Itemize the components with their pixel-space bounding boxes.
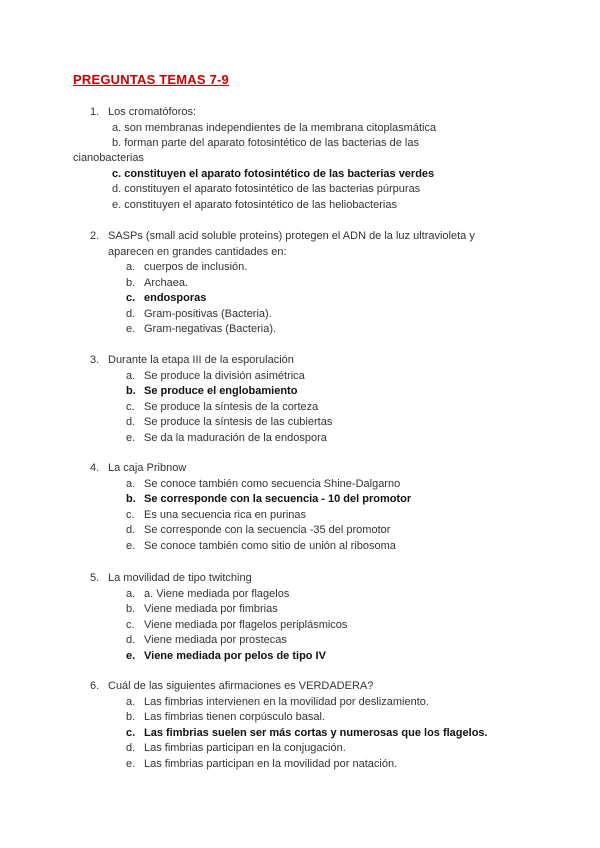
option-b-correct: b. Se corresponde con la secuencia - 10 del promotor xyxy=(126,493,412,505)
question-text: Durante la etapa III de la esporulación xyxy=(108,354,294,366)
option-c-correct: c. endosporas xyxy=(126,292,207,304)
option-c: c. Se produce la síntesis de la corteza xyxy=(126,400,319,413)
option-a: a. Se conoce también como secuencia Shine-Dalgarno xyxy=(126,477,401,490)
option-c: c. Viene mediada por flagelos periplásmicos xyxy=(126,618,348,631)
question-3 xyxy=(90,353,332,446)
question-number: 1. xyxy=(90,106,100,118)
question-text: SASPs (small acid soluble proteins) protegen el ADN de la luz ultravioleta y xyxy=(108,230,475,242)
question-number: 5. xyxy=(90,572,100,584)
option-a: a. cuerpos de inclusión. xyxy=(126,261,248,273)
question-1 xyxy=(90,105,196,121)
question-text: Los cromatóforos: xyxy=(108,106,197,118)
option-b: b. Las fimbrias tienen corpúsculo basal. xyxy=(126,711,325,723)
page-title: PREGUNTAS TEMAS 7-9 xyxy=(73,72,229,87)
option-e: e. Las fimbrias participan en la movilidad por natación. xyxy=(126,757,398,770)
question-text-continued: aparecen en grandes cantidades en: xyxy=(108,245,287,258)
option-e-correct: e. Viene mediada por pelos de tipo IV xyxy=(126,649,326,662)
option-b: b. Archaea. xyxy=(126,276,189,289)
q1-option-e: e. constituyen el aparato fotosintético de las heliobacterias xyxy=(112,199,397,211)
question-text: La caja Pribnow xyxy=(108,462,187,474)
q1-option-d: d. constituyen el aparato fotosintético de las bacterias púrpuras xyxy=(112,183,421,195)
option-e: e. Gram-negativas (Bacteria). xyxy=(126,323,277,335)
q1-option-b: b. forman parte del aparato fotosintético de las bacterias de las xyxy=(112,137,419,149)
option-a: a. a. Viene mediada por flagelos xyxy=(126,587,290,600)
option-e: e. Se da la maduración de la endospora xyxy=(126,431,327,444)
option-c: c. Es una secuencia rica en purinas xyxy=(126,508,307,521)
question-5 xyxy=(90,571,347,664)
question-6 xyxy=(90,679,488,772)
question-number: 2. xyxy=(90,230,100,242)
question-text: La movilidad de tipo twitching xyxy=(108,572,252,584)
option-d: d. Se produce la síntesis de las cubiertas xyxy=(126,416,333,428)
question-number: 6. xyxy=(90,680,100,692)
option-d: d. Viene mediada por prostecas xyxy=(126,634,287,646)
q1-option-c: c. constituyen el aparato fotosintético de las bacterias verdes xyxy=(112,168,435,180)
option-d: d. Las fimbrias participan en la conjugación. xyxy=(126,742,346,754)
question-number: 3. xyxy=(90,354,100,366)
option-a: a. Se produce la división asimétrica xyxy=(126,369,305,382)
option-d: d. Gram-positivas (Bacteria). xyxy=(126,307,272,320)
option-e: e. Se conoce también como sitio de unión al ribosoma xyxy=(126,539,396,552)
option-b-correct: b. Se produce el englobamiento xyxy=(126,385,298,397)
question-4 xyxy=(90,461,411,554)
q1-option-a: a. son membranas independientes de la membrana citoplasmática xyxy=(112,122,437,134)
option-b: b. Viene mediada por fimbrias xyxy=(126,603,278,615)
question-2 xyxy=(90,229,475,338)
option-c-correct: c. Las fimbrias suelen ser más cortas y numerosas que los flagelos. xyxy=(126,726,488,739)
option-a: a. Las fimbrias intervienen en la movilidad por deslizamiento. xyxy=(126,695,429,708)
question-text: Cuál de las siguientes afirmaciones es VERDADERA? xyxy=(108,680,374,692)
question-number: 4. xyxy=(90,462,100,474)
q1-option-b-continued: cianobacterias xyxy=(73,152,144,164)
option-d: d. Se corresponde con la secuencia -35 del promotor xyxy=(126,524,391,536)
